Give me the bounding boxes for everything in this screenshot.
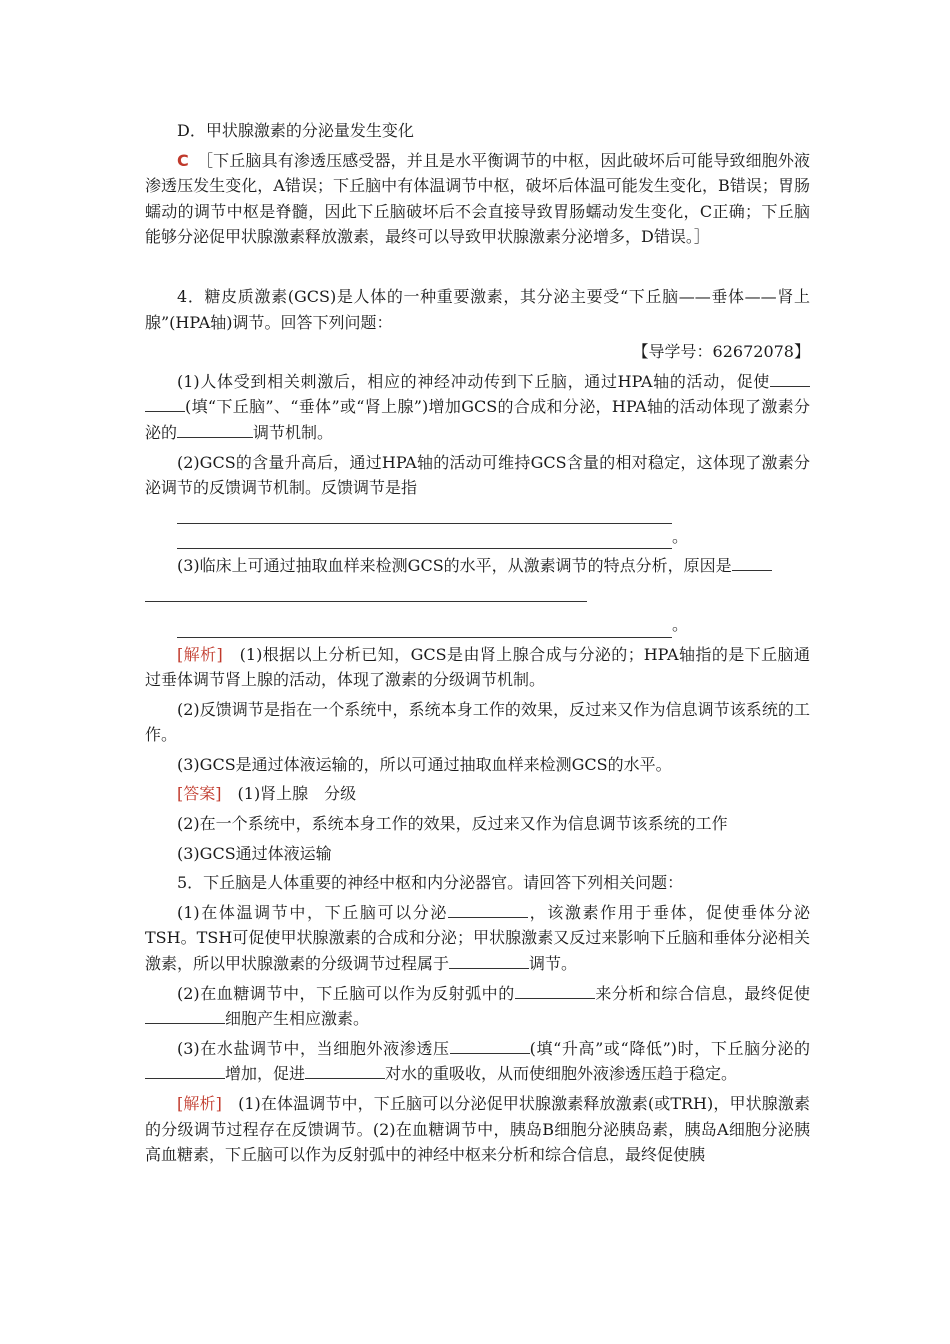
q5-part3-text-a: (3)在水盐调节中，当细胞外液渗透压 <box>177 1038 450 1058</box>
q5-blank-6[interactable] <box>145 1062 225 1079</box>
q4-part1-text-a: (1)人体受到相关刺激后，相应的神经冲动传到下丘脑，通过HPA轴的活动，促使 <box>177 371 770 391</box>
q5-part2-text-a: (2)在血糖调节中，下丘脑可以作为反射弧中的 <box>177 983 515 1003</box>
q3-answer-letter: C <box>177 150 189 170</box>
q4-part3-text: (3)临床上可通过抽取血样来检测GCS的水平，从激素调节的特点分析，原因是 <box>177 556 732 576</box>
q4-period-1: 。 <box>672 526 689 546</box>
q4-blank-3[interactable] <box>732 554 772 571</box>
q4-answer-2: (2)在一个系统中，系统本身工作的效果，反过来又作为信息调节该系统的工作 <box>177 814 728 834</box>
q4-part3 <box>145 553 810 579</box>
q5-part1-text-a: (1)在体温调节中，下丘脑可以分泌 <box>177 902 449 922</box>
q5-analysis-text: (1)在体温调节中，下丘脑可以分泌促甲状腺激素释放激素(或TRH)，甲状腺激素的分级调节过程存在反馈调节。(2)在血糖调节中，胰岛B细胞分泌胰岛素，胰岛A细胞分泌胰高血糖素，下丘脑可以作为反射弧中的神经中枢来分析和综合信息，最终促使胰 <box>145 1094 810 1165</box>
q3-explanation: ［下丘脑具有渗透压感受器，并且是水平衡调节的中枢，因此破坏后可能导致细胞外液渗透压发生变化，A错误；下丘脑中有体温调节中枢，破坏后体温可能发生变化，B错误；胃肠蠕动的调节中枢是脊髓，因此下丘脑破坏后不会直接导致胃肠蠕动发生变化，C正确；下丘脑能够分泌促甲状腺激素释放激素，最终可以导致甲状腺激素分泌增多，D错误。］ <box>145 150 810 247</box>
q4-analysis-2: (2)反馈调节是指在一个系统中，系统本身工作的效果，反过来又作为信息调节该系统的工作。 <box>145 699 810 745</box>
q5-analysis <box>145 1091 810 1168</box>
q4-analysis-text-1: (1)根据以上分析已知，GCS是由肾上腺合成与分泌的；HPA轴指的是下丘脑通过垂体调节肾上腺的活动，体现了激素的分级调节机制。 <box>145 644 810 690</box>
q5-part2-text-b: 来分析和综合信息，最终促使 <box>594 983 810 1003</box>
q4-answer-line-1[interactable] <box>177 501 810 524</box>
q4-analysis-3: (3)GCS是通过体液运输的，所以可通过抽取血样来检测GCS的水平。 <box>177 754 672 774</box>
q5-part1 <box>145 900 810 977</box>
q4-part1 <box>145 369 810 446</box>
document-page <box>145 118 810 1168</box>
q5-blank-3[interactable] <box>515 982 595 999</box>
q4-fill-line-4 <box>177 615 672 638</box>
q4-answer-tag: [答案] <box>177 784 222 804</box>
q5-part3-text-d: 对水的重吸收，从而使细胞外液渗透压趋于稳定。 <box>385 1064 738 1084</box>
q4-analysis-tag: [解析] <box>177 644 223 664</box>
q4-period-2: 。 <box>672 614 689 634</box>
q4-part1-text-b: (填“下丘脑”、“垂体”或“肾上腺”)增加GCS的合成和分泌，HPA轴的活动体现了激素分泌的 <box>145 397 810 442</box>
q4-blank-2[interactable] <box>177 421 253 438</box>
q5-part3-text-b: (填“升高”或“降低”)时，下丘脑分泌的 <box>529 1038 810 1058</box>
q5-blank-2[interactable] <box>449 952 529 969</box>
q4-fill-line-2 <box>177 526 672 549</box>
q4-stem: 4．糖皮质激素(GCS)是人体的一种重要激素，其分泌主要受“下丘脑——垂体——肾上腺”(HPA轴)调节。回答下列问题： <box>145 286 810 332</box>
q5-part1-text-b: ，该激素作用于垂体，促使垂体分泌TSH。TSH可促使甲状腺激素的合成和分泌；甲状腺激素又反过来影响下丘脑和垂体分泌相关激素，所以甲状腺激素的分级调节过程属于 <box>145 902 810 974</box>
q4-blank-1-cont <box>145 395 185 412</box>
q5-part2-text-c: 细胞产生相应激素。 <box>225 1009 370 1029</box>
q4-answer-text-1: (1)肾上腺 分级 <box>237 784 357 804</box>
q4-part2: (2)GCS的含量升高后，通过HPA轴的活动可维持GCS含量的相对稳定，这体现了激素分泌调节的反馈调节机制。反馈调节是指 <box>145 452 810 498</box>
q4-answer-line-3[interactable] <box>145 579 810 602</box>
q5-part1-text-c: 调节。 <box>529 954 578 974</box>
q5-part3-text-c: 增加，促进 <box>225 1064 306 1084</box>
q4-answer-1 <box>145 781 810 807</box>
q4-fill-line-3 <box>145 579 587 602</box>
q4-fill-line-1 <box>177 501 672 524</box>
q4-analysis-1 <box>145 642 810 693</box>
q5-part3 <box>145 1036 810 1087</box>
q4-answer-3: (3)GCS通过体液运输 <box>177 843 332 863</box>
q4-part1-text-c: 调节机制。 <box>253 422 334 442</box>
q5-part2 <box>145 981 810 1032</box>
q4-blank-1[interactable] <box>770 370 810 387</box>
q5-analysis-tag: [解析] <box>177 1094 222 1113</box>
q5-stem: 5．下丘脑是人体重要的神经中枢和内分泌器官。请回答下列相关问题： <box>177 873 684 893</box>
q3-answer-block <box>145 148 810 250</box>
q5-blank-4[interactable] <box>145 1007 225 1024</box>
q4-reference-number: 【导学号：62672078】 <box>632 342 810 362</box>
q5-blank-7[interactable] <box>305 1062 385 1079</box>
q3-option-d: D．甲状腺激素的分泌量发生变化 <box>177 121 414 140</box>
q5-blank-1[interactable] <box>448 901 528 918</box>
q5-blank-5[interactable] <box>450 1037 530 1054</box>
q4-answer-line-4[interactable] <box>177 612 810 638</box>
q4-answer-line-2[interactable] <box>177 524 810 550</box>
